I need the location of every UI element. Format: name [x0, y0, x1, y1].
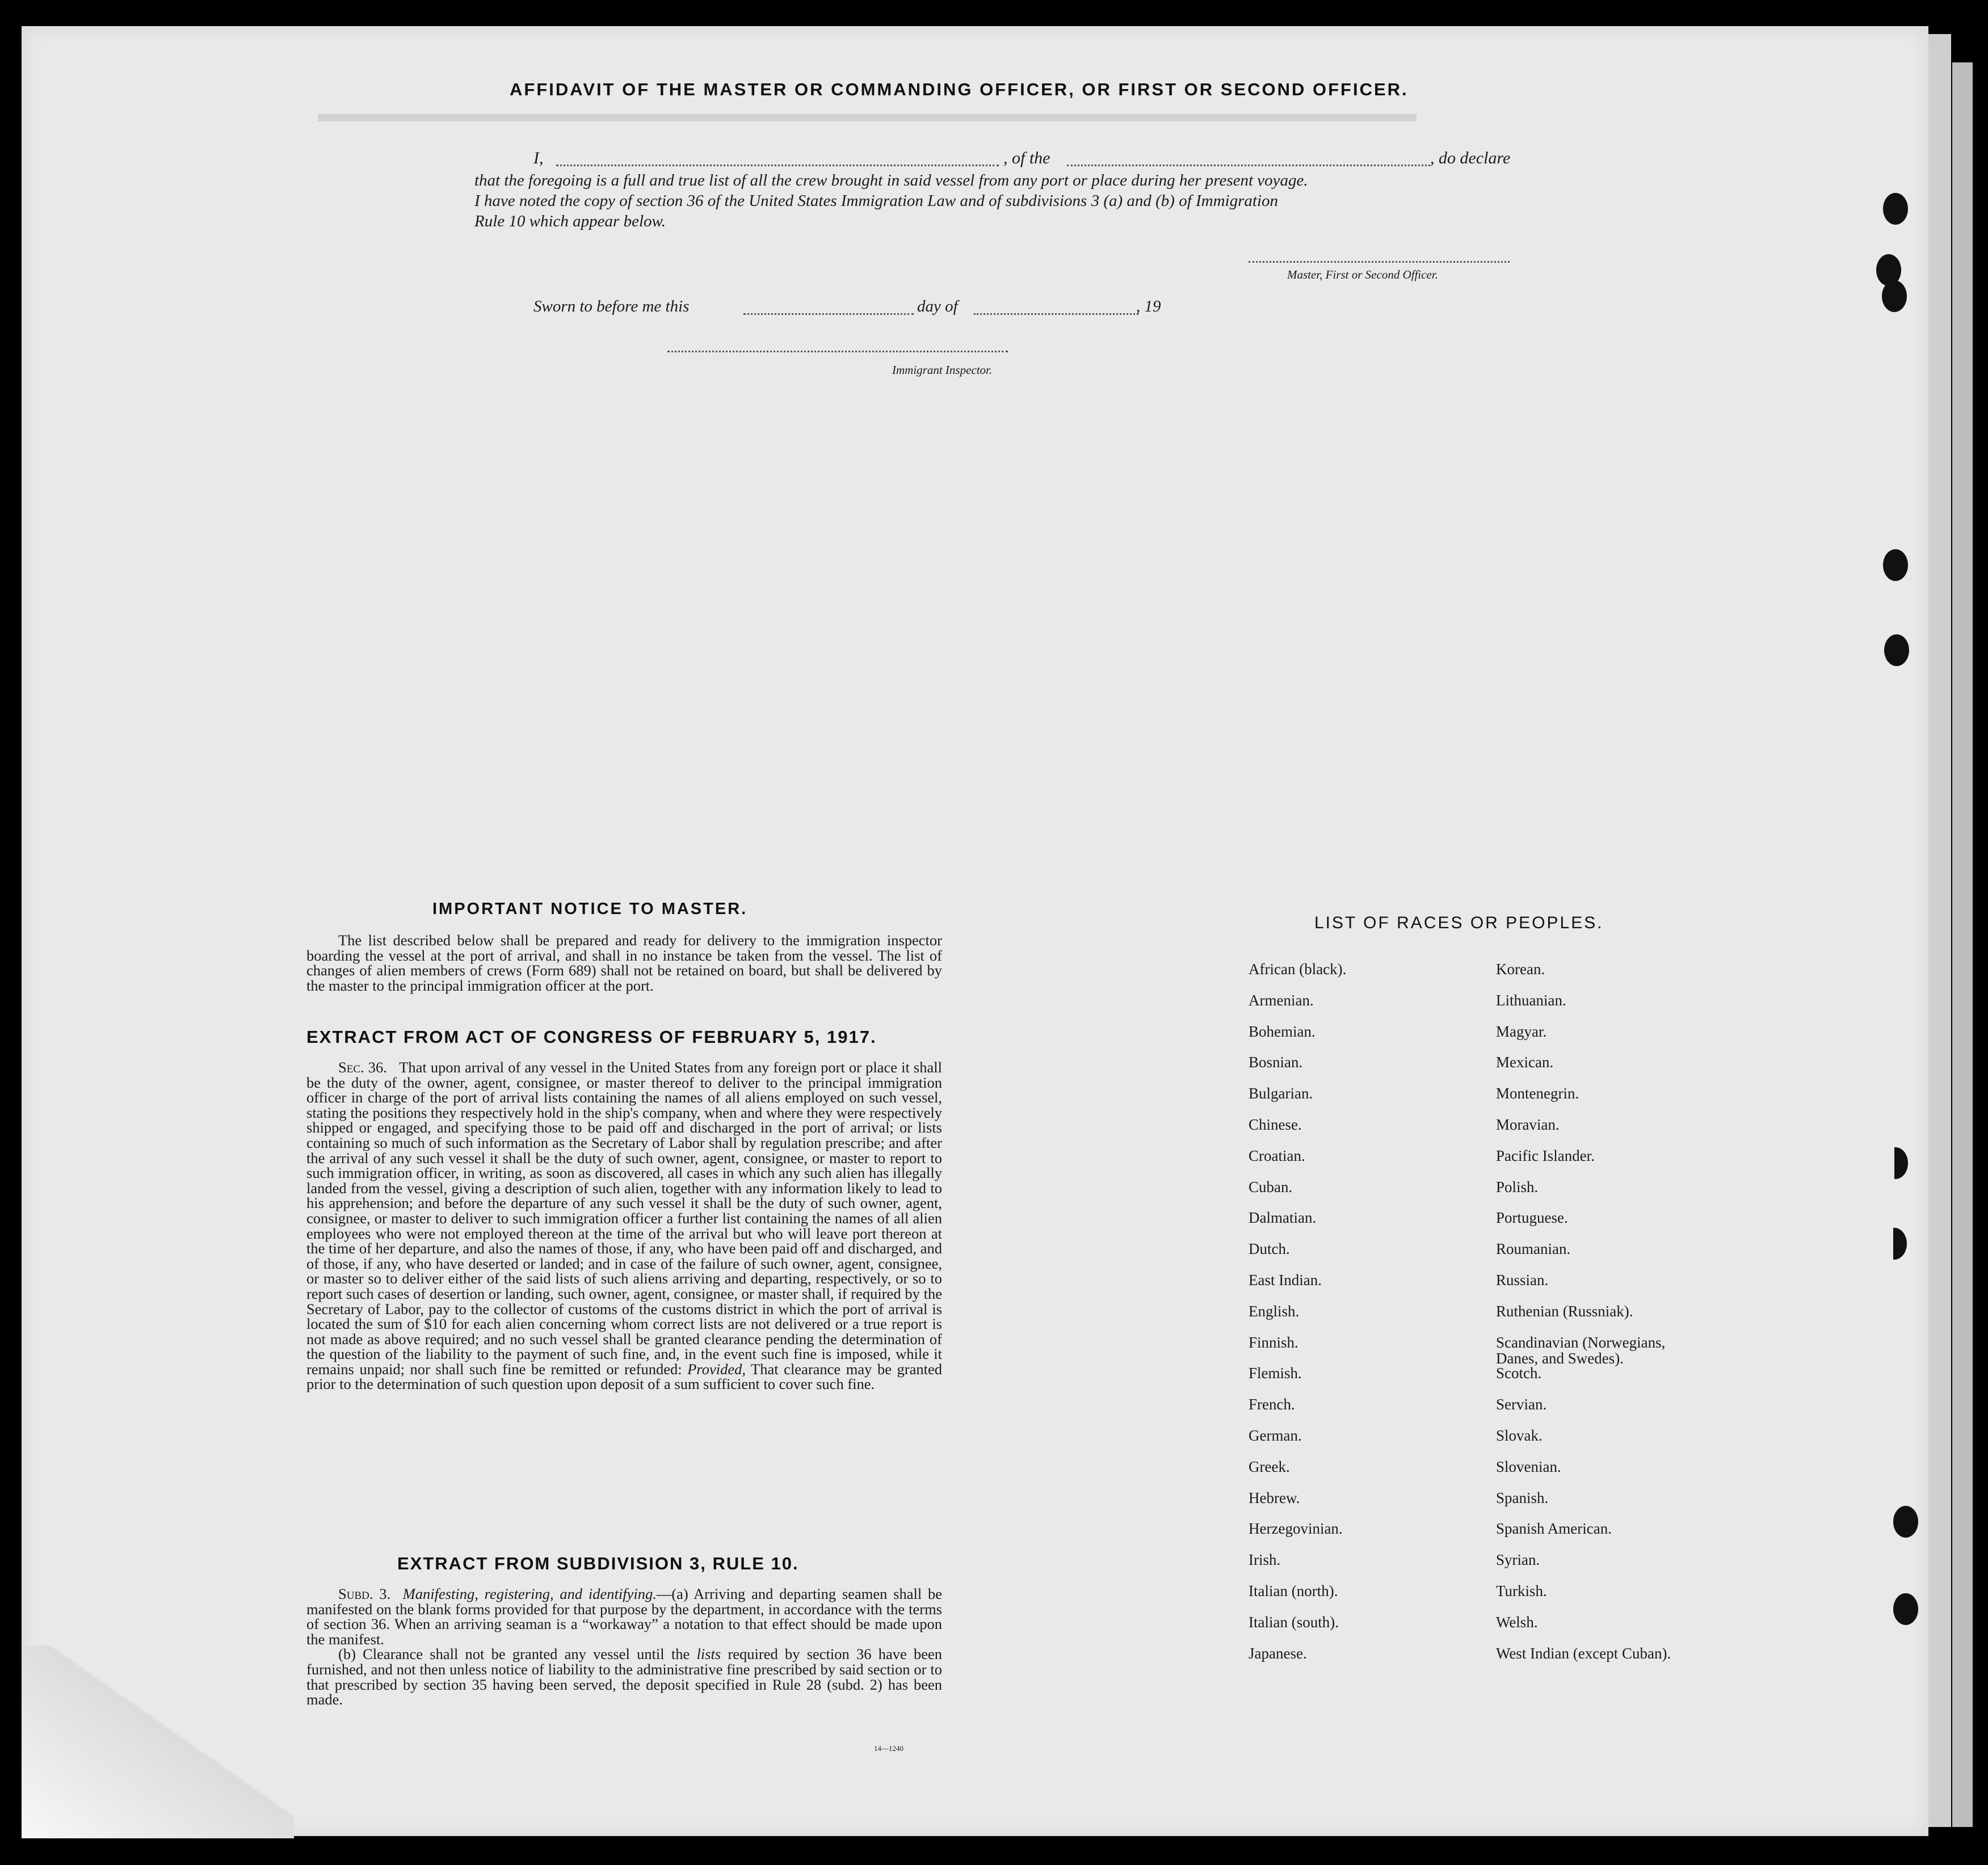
section-label: Sec. 36. [338, 1059, 387, 1076]
section-36-text: That upon arrival of any vessel in the United States from any foreign port or place it shall be the duty of the owner, agent, consignee, or master thereof to deliver to the principal immigration officer in charge of the port of arrival lists containing the names of all aliens employed on such vessel, stating the positions they respectively hold in the ship's company, when and where they were respectively shipped or engaged, and specifying those to be paid off and discharged in the port of arrival; or lists containing so much of such information as the Secretary of Labor shall by regulation prescribe; and after the arrival of any such vessel it shall be the duty of such owner, agent, consignee, or master to report to such immigration officer, in writing, as soon as discovered, all cases in which any such alien has illegally landed from the vessel, giving a description of such alien, together with any information likely to lead to his apprehension; and before the departure of any such vessel it shall be the duty of such owner, agent, consignee, or master to deliver to such immigration officer a further list containing the names of all alien employees who were not employed thereon at the time of the arrival but who will leave port thereon at the time of her departure, and also the names of those, if any, who have been paid off and discharged, and of those, if any, who have deserted or landed; and in case of the failure of such owner, agent, consignee, or master so to deliver either of the said lists of such aliens arriving and departing, respectively, or so to report such cases of desertion or landing, such owner, agent, consignee, or master shall, if required by the Secretary of Labor, pay to the collector of customs of the customs district in which the port of arrival is located the sum of $10 for each alien concerning whom correct lists are not delivered or a true report is not made as above required; and no such vessel shall be granted clearance pending the determination of the question of the liability to the payment of such fine, and, in the event such fine is imposed, while it remains unpaid; nor shall such fine be remitted or refunded: [306, 1059, 942, 1378]
extract-act-title: EXTRACT FROM ACT OF CONGRESS OF FEBRUARY 5, 1917. [306, 1027, 877, 1047]
race-list-item: Magyar. [1496, 1022, 1547, 1040]
race-list-item: Flemish. [1249, 1365, 1302, 1382]
race-list-item: Moravian. [1496, 1115, 1560, 1133]
race-list-item: Pacific Islander. [1496, 1147, 1595, 1164]
affidavit-declare-label: , do declare [1430, 149, 1511, 167]
extract-rule-text [306, 1586, 942, 1707]
race-list-item: Lithuanian. [1496, 991, 1566, 1009]
race-list-item: Montenegrin. [1496, 1085, 1579, 1102]
race-list-item: Scotch. [1496, 1365, 1542, 1382]
affidavit-i-label: I, [533, 149, 544, 167]
master-name-field[interactable] [556, 165, 999, 166]
sworn-month-field[interactable] [974, 313, 1138, 315]
race-list-item: Dutch. [1249, 1240, 1290, 1258]
race-list-item: Welsh. [1496, 1613, 1538, 1631]
sworn-label: Sworn to before me this [533, 297, 690, 315]
race-list-item: Italian (south). [1249, 1613, 1339, 1631]
punch-hole [1882, 1228, 1907, 1260]
race-list-item: Roumanian. [1496, 1240, 1571, 1258]
vessel-name-field[interactable] [1067, 165, 1430, 166]
notice-paragraph: The list described below shall be prepared and ready for delivery to the immigration inspector boarding the vessel at the port of arrival, and shall in no instance be taken from the vessel. The list of changes of alien members of crews (Form 689) shall not be retained on board, but shall be delivered by the master to the principal immigration officer at the port. [306, 932, 942, 994]
punch-hole [1893, 1593, 1918, 1625]
race-list-item: Korean. [1496, 961, 1545, 978]
race-list-item: Cuban. [1249, 1178, 1293, 1195]
race-list-item: Hebrew. [1249, 1489, 1300, 1506]
race-list-item: Turkish. [1496, 1582, 1547, 1599]
race-list-item: Scandinavian (Norwegians, Danes, and Swedes). [1496, 1333, 1666, 1367]
extract-rule-title: EXTRACT FROM SUBDIVISION 3, RULE 10. [397, 1554, 799, 1573]
bleed-through-text: ▬▬▬▬▬▬▬▬▬▬▬▬▬▬▬▬▬▬▬▬▬▬▬▬▬▬▬▬▬▬▬▬▬▬▬▬▬▬▬▬▬▬▬▬ [318, 99, 1417, 127]
race-list-item: Herzegovinian. [1249, 1520, 1343, 1538]
affidavit-line-3: I have noted the copy of section 36 of the United States Immigration Law and of subdivisions 3 (a) and (b) of Immigration [474, 192, 1279, 210]
master-signature-label: Master, First or Second Officer. [1287, 268, 1438, 281]
race-list-item: Japanese. [1249, 1644, 1307, 1662]
provided-label: Provided, [687, 1360, 746, 1378]
folded-corner [22, 1645, 294, 1838]
race-list-item: Ruthenian (Russniak). [1496, 1302, 1633, 1320]
race-list-item: Syrian. [1496, 1551, 1540, 1569]
races-title: LIST OF RACES OR PEOPLES. [1314, 913, 1604, 932]
race-list-item: Slovenian. [1496, 1458, 1561, 1475]
day-of-label: day of [917, 297, 958, 315]
page-edge-back [1952, 62, 1973, 1827]
race-list-item: Russian. [1496, 1271, 1549, 1289]
race-list-item: Servian. [1496, 1396, 1547, 1413]
affidavit-line-2: that the foregoing is a full and true list of all the crew brought in said vessel from any port or place during her present voyage. [474, 171, 1308, 190]
section-36-text-end: That clearance may be granted prior to the determination of such question upon deposit of a sum sufficient to cover such fine. [306, 1360, 942, 1393]
race-list-item: Greek. [1249, 1458, 1290, 1475]
race-list-item: Chinese. [1249, 1115, 1302, 1133]
inspector-label: Immigrant Inspector. [892, 363, 993, 377]
race-list-item: East Indian. [1249, 1271, 1322, 1289]
punch-hole [1893, 1506, 1918, 1538]
affidavit-line-4: Rule 10 which appear below. [474, 212, 666, 230]
race-list-item: Slovak. [1496, 1426, 1543, 1444]
race-list-item: Bosnian. [1249, 1054, 1303, 1071]
extract-act-text [306, 1060, 942, 1392]
races-column-2 [1496, 961, 1791, 1676]
race-list-item: Croatian. [1249, 1147, 1305, 1164]
race-list-item: West Indian (except Cuban). [1496, 1644, 1671, 1662]
affidavit-title: AFFIDAVIT OF THE MASTER OR COMMANDING OFFICER, OR FIRST OR SECOND OFFICER. [510, 79, 1409, 99]
sworn-day-field[interactable] [743, 313, 914, 315]
subd-para-a: —(a) Arriving and departing seamen shall be manifested on the blank forms provided for that purpose by the department, in accordance with the terms of section 36. When an arriving seaman is a “workaway” a notation to that effect should be made upon the manifest. [306, 1585, 942, 1648]
punch-hole [1883, 193, 1908, 225]
race-list-item: Polish. [1496, 1178, 1539, 1195]
affidavit-of-the-label: , of the [1003, 149, 1050, 167]
race-list-item: Mexican. [1496, 1054, 1554, 1071]
race-list-item: Bohemian. [1249, 1022, 1315, 1040]
race-list-item: English. [1249, 1302, 1300, 1320]
race-list-item: Dalmatian. [1249, 1209, 1317, 1227]
race-list-item: African (black). [1249, 961, 1347, 978]
subd-para-b-lead: (b) Clearance shall not be granted any vessel until the [338, 1645, 690, 1663]
subd-heading: Manifesting, registering, and identifying. [402, 1585, 657, 1602]
subd-para-b-lists: lists [696, 1645, 721, 1663]
punch-hole [1883, 549, 1908, 581]
inspector-signature-field[interactable] [667, 351, 1008, 352]
races-column-1 [1249, 961, 1487, 1676]
race-list-item: Armenian. [1249, 991, 1314, 1009]
notice-title: IMPORTANT NOTICE TO MASTER. [432, 900, 748, 918]
race-list-item: French. [1249, 1396, 1295, 1413]
subd-para-b-rest: required by section 36 have been furnished, and not then unless notice of liability to the administrative fine prescribed by said section or to that prescribed by section 35 having been served, the deposit specified in Rule 28 (subd. 2) has been made. [306, 1645, 942, 1708]
race-list-item: Portuguese. [1496, 1209, 1568, 1227]
race-list-item: Finnish. [1249, 1333, 1298, 1351]
year-label: , 19 [1136, 297, 1161, 315]
notice-text [306, 933, 942, 993]
master-signature-field[interactable] [1249, 261, 1510, 263]
race-list-item: German. [1249, 1426, 1302, 1444]
page-edge [1928, 34, 1951, 1827]
race-list-item: Spanish. [1496, 1489, 1549, 1506]
punch-hole [1884, 634, 1909, 666]
subd-label: Subd. 3. [338, 1585, 391, 1602]
punch-hole [1882, 280, 1907, 312]
race-list-item: Spanish American. [1496, 1520, 1612, 1538]
race-list-item: Bulgarian. [1249, 1085, 1313, 1102]
race-list-item: Italian (north). [1249, 1582, 1338, 1599]
punch-hole [1883, 1147, 1908, 1179]
form-number: 14—1240 [874, 1744, 903, 1753]
race-list-item: Irish. [1249, 1551, 1281, 1569]
